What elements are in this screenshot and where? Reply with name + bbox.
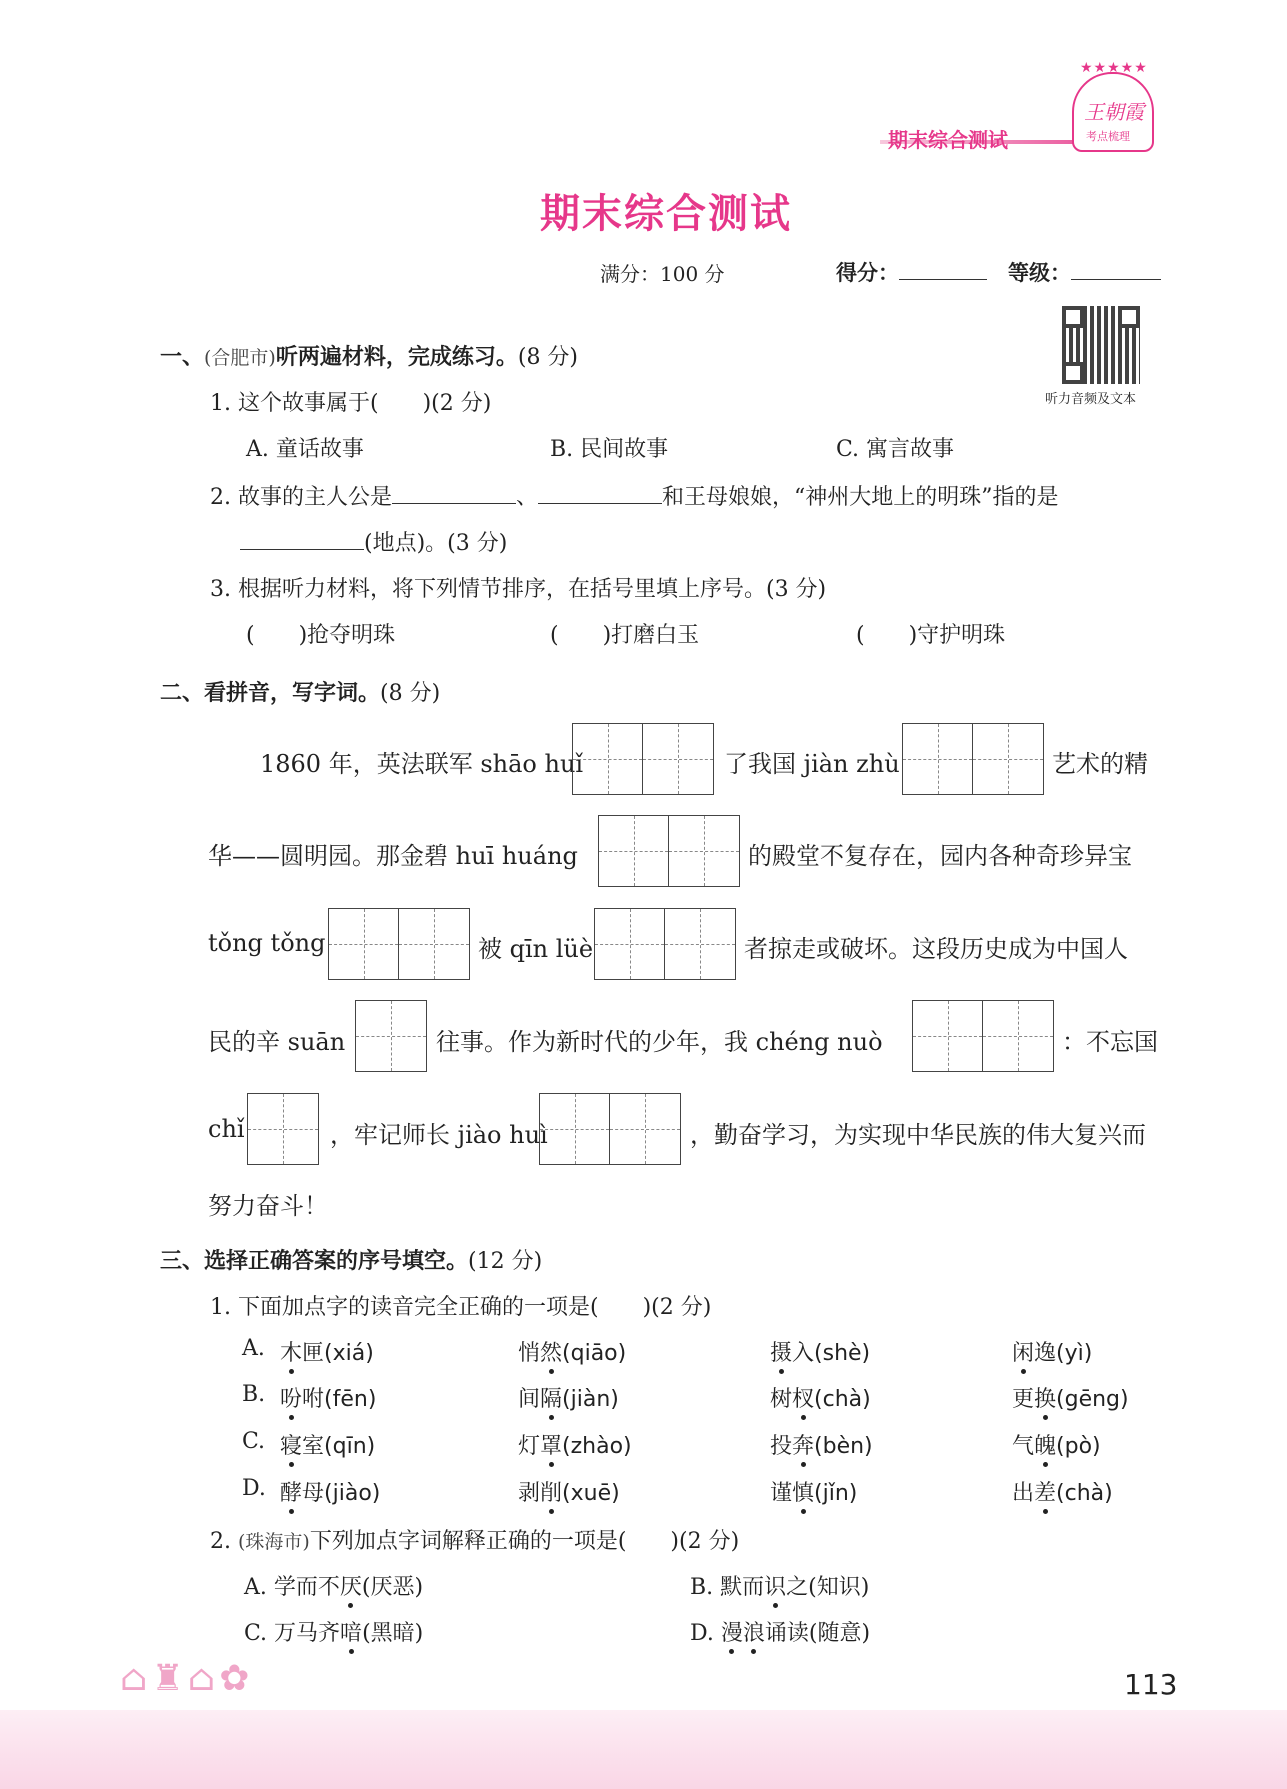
s2-line1-c: 艺术的精 bbox=[1052, 750, 1148, 778]
footer-band bbox=[0, 1710, 1287, 1789]
opt-b-gloss: 之(知识) bbox=[786, 1575, 870, 1600]
grid-jiao-hui[interactable] bbox=[539, 1093, 681, 1165]
opt-c-dotted-char: 喑 bbox=[340, 1616, 362, 1647]
s1-q3: 3. 根据听力材料，将下列情节排序，在括号里填上序号。(3 分) bbox=[210, 577, 827, 602]
word-dotted-char: 换 bbox=[1034, 1382, 1056, 1413]
q1-option-word bbox=[518, 1429, 632, 1460]
s2-line2-a: 华——圆明园。那金碧 huī huáng bbox=[208, 842, 578, 870]
opt-c-gloss: (黑暗) bbox=[362, 1621, 424, 1646]
q1-option-word bbox=[518, 1336, 626, 1367]
s1-q2-part-a: 2. 故事的主人公是 bbox=[210, 485, 392, 511]
s1-q3-opt-3[interactable]: ( )守护明珠 bbox=[856, 623, 1006, 648]
q1-option-word bbox=[770, 1429, 873, 1460]
word-pinyin: (bèn) bbox=[814, 1434, 873, 1459]
q1-option-letter[interactable]: D. bbox=[242, 1476, 266, 1501]
s1-q2-separator: 、 bbox=[515, 485, 538, 511]
word-char: 间 bbox=[518, 1387, 541, 1412]
word-dotted-char: 逸 bbox=[1034, 1341, 1057, 1366]
word-pinyin: (jǐn) bbox=[814, 1481, 858, 1506]
s2-line5-a: chǐ bbox=[208, 1115, 245, 1143]
full-score: 满分：100 分 bbox=[600, 262, 725, 286]
section-3-heading bbox=[160, 1244, 542, 1275]
s2-line1-b: 了我国 jiàn zhù bbox=[724, 750, 900, 778]
word-char: 投 bbox=[770, 1434, 793, 1459]
s2-line4-c: ：不忘国 bbox=[1062, 1028, 1158, 1056]
word-dotted-char: 奔 bbox=[792, 1429, 814, 1460]
word-char: 树 bbox=[770, 1387, 793, 1412]
s2-line5-b: ，牢记师长 jiào huì bbox=[330, 1121, 548, 1149]
word-pinyin: (shè) bbox=[814, 1341, 871, 1366]
s3-q2-opt-d[interactable] bbox=[690, 1616, 870, 1647]
s1-q3-opt-2[interactable]: ( )打磨白玉 bbox=[550, 623, 700, 648]
word-dotted-char: 隔 bbox=[540, 1382, 562, 1413]
s3-q2-number: 2. bbox=[210, 1529, 231, 1554]
s3-q2-opt-c[interactable] bbox=[244, 1616, 423, 1647]
opt-a-gloss: (厌恶) bbox=[361, 1575, 424, 1600]
q1-option-letter[interactable]: A. bbox=[242, 1336, 265, 1361]
protagonist-blank-2[interactable] bbox=[538, 479, 662, 504]
word-dotted-char: 匣 bbox=[302, 1341, 325, 1366]
word-dotted-char: 母 bbox=[302, 1481, 325, 1506]
s3-q2 bbox=[210, 1524, 739, 1555]
section-2-heading bbox=[160, 676, 440, 707]
q1-option-word bbox=[1012, 1336, 1092, 1367]
word-pinyin: (chà) bbox=[1056, 1481, 1113, 1506]
word-char: 气 bbox=[1012, 1434, 1035, 1459]
section-1-heading bbox=[160, 340, 578, 371]
q1-option-word bbox=[770, 1336, 870, 1367]
word-pinyin: (xuē) bbox=[562, 1481, 620, 1506]
word-char: 酵 bbox=[280, 1476, 302, 1507]
word-pinyin: (gēng) bbox=[1056, 1387, 1129, 1412]
word-dotted-char: 然 bbox=[540, 1336, 562, 1367]
s2-line4-a: 民的辛 suān bbox=[208, 1028, 346, 1056]
opt-d-dotted-char-1: 漫 bbox=[721, 1616, 743, 1647]
word-dotted-char: 室 bbox=[302, 1434, 325, 1459]
opt-a-letter: A. 学而不 bbox=[244, 1575, 340, 1600]
grade-label bbox=[1008, 256, 1161, 287]
s3-q2-region: (珠海市) bbox=[238, 1531, 310, 1553]
word-char: 悄 bbox=[518, 1341, 541, 1366]
word-pinyin: (zhào) bbox=[562, 1434, 632, 1459]
grade-blank[interactable] bbox=[1071, 256, 1161, 280]
word-dotted-char: 咐 bbox=[302, 1387, 325, 1412]
section-1-title: 听两遍材料，完成练习。 bbox=[275, 345, 518, 370]
grade-label-text: 等级： bbox=[1008, 261, 1071, 286]
word-pinyin: (jiàn) bbox=[562, 1387, 619, 1412]
word-pinyin: (chà) bbox=[814, 1387, 871, 1412]
s1-q1-opt-c[interactable]: C. 寓言故事 bbox=[836, 437, 955, 462]
word-dotted-char: 罩 bbox=[540, 1429, 562, 1460]
q1-option-word bbox=[1012, 1476, 1113, 1507]
s1-q2-part-c: (地点)。(3 分) bbox=[364, 531, 508, 557]
opt-d-letter: D. bbox=[690, 1621, 721, 1646]
s2-line3-c: 者掠走或破坏。这段历史成为中国人 bbox=[744, 935, 1128, 963]
word-pinyin: (pò) bbox=[1056, 1434, 1101, 1459]
grid-chi[interactable] bbox=[247, 1093, 319, 1165]
opt-c-letter: C. 万马齐 bbox=[244, 1621, 341, 1646]
word-pinyin: (qīn) bbox=[324, 1434, 376, 1459]
q1-option-word bbox=[1012, 1382, 1129, 1413]
s1-q1: 1. 这个故事属于( )(2 分) bbox=[210, 391, 492, 416]
s2-line1-a: 1860 年，英法联军 shāo huǐ bbox=[260, 750, 584, 778]
q1-option-word bbox=[770, 1476, 857, 1507]
s3-q2-opt-a[interactable] bbox=[244, 1570, 423, 1601]
q1-option-word bbox=[518, 1382, 619, 1413]
grid-tong-tong[interactable] bbox=[328, 908, 470, 980]
s1-q3-opt-1[interactable]: ( )抢夺明珠 bbox=[246, 623, 396, 648]
word-dotted-char: 入 bbox=[792, 1341, 815, 1366]
s2-line5-c: ，勤奋学习，为实现中华民族的伟大复兴而 bbox=[690, 1121, 1146, 1149]
q1-option-word bbox=[518, 1476, 620, 1507]
grid-hui-huang[interactable] bbox=[598, 815, 740, 887]
opt-d-dotted-char-2: 浪 bbox=[743, 1616, 765, 1647]
section-3-title: 三、选择正确答案的序号填空。 bbox=[160, 1249, 469, 1274]
section-2-title: 二、看拼音，写字词。 bbox=[160, 681, 381, 706]
word-char: 剥 bbox=[518, 1481, 541, 1506]
logo-text: 王朝霞 bbox=[1084, 100, 1144, 124]
s1-q2-part-b: 和王母娘娘，“神州大地上的明珠”指的是 bbox=[662, 485, 1059, 511]
s1-q1-opt-b[interactable]: B. 民间故事 bbox=[550, 437, 669, 462]
s3-q2-text: 下列加点字词解释正确的一项是( )(2 分) bbox=[309, 1529, 740, 1554]
word-char: 闲 bbox=[1012, 1336, 1034, 1367]
section-2-points: (8 分) bbox=[380, 681, 441, 706]
word-dotted-char: 慎 bbox=[792, 1476, 814, 1507]
grid-suan[interactable] bbox=[355, 1000, 427, 1072]
header-section-label: 期末综合测试 bbox=[888, 128, 1008, 152]
page-title: 期末综合测试 bbox=[540, 191, 792, 237]
q1-option-word bbox=[280, 1429, 375, 1460]
score-label bbox=[836, 256, 987, 287]
protagonist-blank-1[interactable] bbox=[392, 479, 516, 504]
word-dotted-char: 魄 bbox=[1034, 1429, 1056, 1460]
opt-b-letter: B. 默而 bbox=[690, 1575, 765, 1600]
section-3-points: (12 分) bbox=[468, 1249, 543, 1274]
q1-option-word bbox=[280, 1382, 376, 1413]
logo-subtext: 考点梳理 bbox=[1086, 130, 1130, 143]
s2-line2-b: 的殿堂不复存在，园内各种奇珍异宝 bbox=[748, 842, 1132, 870]
castle-decoration-icon: ⌂♜⌂✿ bbox=[120, 1658, 254, 1699]
word-char: 更 bbox=[1012, 1387, 1035, 1412]
opt-d-gloss: 诵读(随意) bbox=[764, 1621, 871, 1646]
word-char: 木 bbox=[280, 1336, 302, 1367]
s2-line3-a: tǒng tǒng bbox=[208, 929, 326, 957]
qr-code-icon[interactable] bbox=[1062, 306, 1140, 384]
q1-option-letter[interactable]: B. bbox=[242, 1382, 266, 1407]
q1-option-word bbox=[280, 1336, 374, 1367]
section-1-points: (8 分) bbox=[517, 345, 579, 370]
logo bbox=[1072, 60, 1154, 152]
section-1-region: (合肥市) bbox=[204, 347, 276, 369]
q1-option-word bbox=[1012, 1429, 1101, 1460]
s3-q2-opt-b[interactable] bbox=[690, 1570, 869, 1601]
s2-line6: 努力奋斗！ bbox=[208, 1192, 328, 1220]
opt-b-dotted-char: 识 bbox=[764, 1570, 786, 1601]
q1-option-word bbox=[770, 1382, 871, 1413]
word-pinyin: (qiāo) bbox=[562, 1341, 627, 1366]
s2-line4-b: 往事。作为新时代的少年，我 chéng nuò bbox=[436, 1028, 883, 1056]
qr-caption: 听力音频及文本 bbox=[1045, 392, 1137, 407]
grid-cheng-nuo[interactable] bbox=[912, 1000, 1054, 1072]
score-blank[interactable] bbox=[899, 256, 987, 280]
logo-stars-icon: ★★★★★ bbox=[1080, 60, 1148, 76]
grid-jian-zhu[interactable] bbox=[902, 723, 1044, 795]
word-char: 寝 bbox=[280, 1429, 302, 1460]
q1-option-word bbox=[280, 1476, 380, 1507]
s2-line3-b: 被 qīn lüè bbox=[478, 935, 594, 963]
grid-qin-lue[interactable] bbox=[594, 908, 736, 980]
word-dotted-char: 差 bbox=[1034, 1476, 1056, 1507]
word-dotted-char: 削 bbox=[540, 1476, 562, 1507]
q1-option-letter[interactable]: C. bbox=[242, 1429, 266, 1454]
word-pinyin: (jiào) bbox=[324, 1481, 381, 1506]
section-1-number: 一、 bbox=[160, 345, 205, 370]
grid-shao-hui[interactable] bbox=[572, 723, 714, 795]
word-dotted-char: 杈 bbox=[792, 1382, 814, 1413]
word-char: 吩 bbox=[280, 1382, 302, 1413]
s1-q2-line2 bbox=[240, 525, 507, 557]
s3-q1: 1. 下面加点字的读音完全正确的一项是( )(2 分) bbox=[210, 1295, 712, 1320]
place-blank[interactable] bbox=[240, 525, 364, 550]
s1-q1-opt-a[interactable]: A. 童话故事 bbox=[246, 437, 364, 462]
word-char: 摄 bbox=[770, 1336, 792, 1367]
opt-a-dotted-char: 厌 bbox=[340, 1570, 362, 1601]
word-char: 谨 bbox=[770, 1481, 793, 1506]
word-char: 灯 bbox=[518, 1434, 541, 1459]
s1-q2 bbox=[210, 479, 1059, 511]
word-char: 出 bbox=[1012, 1481, 1035, 1506]
word-pinyin: (yì) bbox=[1056, 1341, 1093, 1366]
score-label-text: 得分： bbox=[836, 261, 899, 286]
page-number: 113 bbox=[1124, 1668, 1178, 1701]
word-pinyin: (fēn) bbox=[324, 1387, 377, 1412]
word-pinyin: (xiá) bbox=[324, 1341, 374, 1366]
